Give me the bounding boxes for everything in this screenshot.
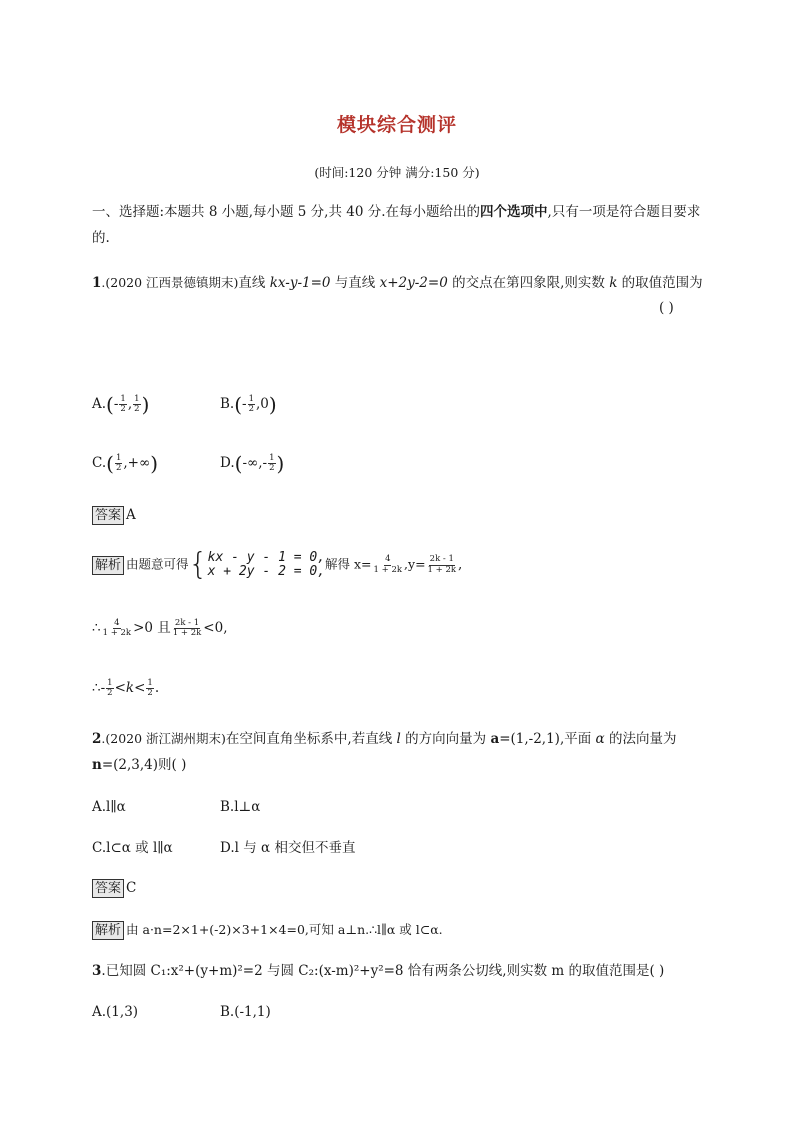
answer-row-q2 [92,878,136,898]
option-tail: ,0 [256,396,269,412]
option-b[interactable]: B.l⊥α [220,799,261,815]
question-3-stem [92,961,664,981]
fraction [119,395,126,415]
option-label: A. [92,396,107,412]
answer-value: A [126,507,136,523]
answer-paren: ( ) [659,300,674,316]
answer-row-q1 [92,505,136,525]
denominator: 1 + 2k [172,628,202,638]
stem-text: 直线 [238,275,270,291]
analysis-text: 由 a·n=2×1+(-2)×3+1×4=0,可知 a⊥n.∴l∥α 或 l⊂α. [126,922,443,937]
page-title: 模块综合测评 [336,114,457,136]
option-d[interactable] [220,453,284,474]
analysis-text: ,y= [404,556,426,572]
numerator: 1 [120,393,126,404]
numerator: 1 [107,677,113,688]
paren-open: ( [106,392,114,417]
analysis-step-2 [92,618,228,639]
option-a[interactable]: A.(1,3) [92,1004,139,1020]
therefore-symbol: ∴- [92,680,106,696]
equation-1: kx-y-1=0 [269,275,331,291]
answer-badge: 答案 [92,879,124,898]
section-intro [92,199,704,251]
fraction [146,679,153,699]
denominator: 2 [269,463,275,473]
denominator: 2 [248,404,255,414]
analysis-text: <k< [114,680,146,696]
numerator: 1 [269,452,275,463]
option-c[interactable]: C.l⊂α 或 l∥α [92,840,173,856]
paren-close: ) [141,392,150,417]
fraction [268,454,275,474]
brace: { [188,547,208,582]
option-d[interactable]: D.l 与 α 相交但不垂直 [220,840,356,856]
analysis-row-q1 [92,547,463,582]
analysis-badge: 解析 [92,921,124,940]
option-a[interactable] [92,394,149,415]
stem-text: =(2,3,4)则( ) [101,757,187,773]
paren-open: ( [106,451,114,476]
option-label: D. [220,455,235,471]
minus-sign: - [113,396,119,412]
denominator: 2 [120,404,126,414]
numerator: 2k - 1 [429,554,454,564]
stem-text: =(1,-2,1),平面 [499,731,596,747]
fraction [133,395,140,415]
vector-n: n [92,757,102,773]
numerator: 4 [114,617,120,628]
stem-text: .已知圆 C₁:x²+(y+m)²=2 与圆 C₂:(x-m)²+y²=8 恰有两条公切线,则实数 m 的取值范围是( ) [101,963,665,979]
fraction [172,619,203,639]
fraction [248,395,255,415]
intro-text-end: ,只有一项是符合题目要求的. [92,204,701,246]
analysis-text: . [154,680,160,696]
denominator: 2 [134,404,140,414]
numerator: 1 [134,393,140,404]
option-c[interactable] [92,453,158,474]
therefore-symbol: ∴ [92,620,101,636]
equation-2: x+2y-2=0 [379,275,448,291]
comma: , [127,396,133,412]
exam-info: (时间:120 分钟 满分:150 分) [314,165,480,180]
fraction-y [427,555,458,575]
answer-badge: 答案 [92,506,124,525]
numerator: 2k - 1 [174,617,200,628]
system-row-1: kx - y - 1 = 0, [207,550,326,565]
question-source: .(2020 浙江湖州期末) [101,731,226,746]
denominator: 1 + 2k [373,564,403,575]
fraction [102,619,133,639]
question-2-stem [92,726,704,778]
paren-close: ) [150,451,159,476]
option-label: B. [220,396,235,412]
numerator: 1 [147,677,153,688]
stem-text: 的法向量为 [604,731,677,747]
line-l: l [396,731,401,747]
option-head: -∞,- [242,455,268,471]
question-number: 1 [92,275,102,291]
fraction [115,454,122,474]
paren-open: ( [234,392,243,417]
question-number: 2 [92,731,102,747]
numerator: 1 [115,452,122,463]
option-label: C. [92,455,107,471]
answer-value: C [126,880,137,896]
denominator: 1 + 2k [102,628,132,638]
option-b[interactable] [220,394,277,415]
question-number: 3 [92,963,102,979]
analysis-text: 由题意可得 [126,556,189,572]
option-a[interactable]: A.l∥α [92,799,126,815]
paren-close: ) [276,451,285,476]
question-source: .(2020 江西景德镇期末) [101,275,239,290]
paren-open: ( [234,451,243,476]
analysis-text: , [458,556,463,573]
analysis-text: >0 且 [133,620,171,636]
fraction [106,679,113,699]
question-1-stem [92,270,704,296]
analysis-text: <0, [203,620,228,636]
variable-k: k [609,275,618,291]
equation-system [188,547,326,582]
analysis-badge: 解析 [92,556,124,575]
intro-text: 一、选择题:本题共 8 小题,每小题 5 分,共 40 分.在每小题给出的 [92,204,481,220]
plane-alpha: α [595,731,605,747]
vector-a: a [490,731,500,747]
stem-text: 的方向向量为 [400,731,491,747]
minus-sign: - [242,396,247,412]
stem-text: 的取值范围为 [617,275,703,291]
fraction-x [373,555,404,575]
system-row-2: x + 2y - 2 = 0, [207,564,326,579]
stem-text: 与直线 [330,275,380,291]
analysis-row-q2 [92,920,443,940]
stem-text: 的交点在第四象限,则实数 [447,275,610,291]
denominator: 2 [147,688,153,698]
numerator: 1 [248,393,255,404]
stem-text: 在空间直角坐标系中,若直线 [225,731,397,747]
intro-emphasis: 四个选项中 [480,204,548,220]
denominator: 2 [115,463,122,473]
option-b[interactable]: B.(-1,1) [220,1004,271,1020]
paren-close: ) [268,392,277,417]
denominator: 2 [107,688,113,698]
analysis-step-3 [92,678,159,699]
numerator: 4 [385,554,391,564]
analysis-text: 解得 x= [325,556,372,572]
denominator: 1 + 2k [427,564,457,575]
option-tail: ,+∞ [123,455,151,471]
